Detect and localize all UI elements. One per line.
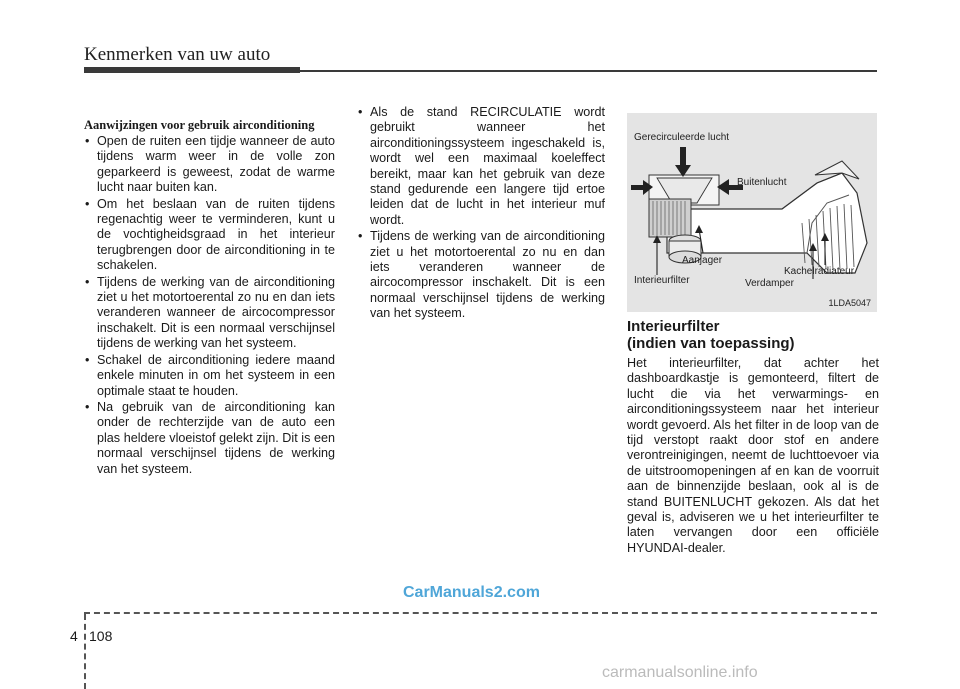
figure-label-evaporator: Verdamper (745, 278, 794, 289)
footer-divider (84, 614, 86, 689)
page-header-title: Kenmerken van uw auto (84, 44, 271, 65)
cabin-filter-body: Het interieurfilter, dat achter het dashboardkastje is gemonteerd, filtert de lucht die via het verwarmings- en airconditioningssysteem naar het interieur wordt gevoerd. Als het filter in de loop van de tijd verstopt raakt door stof en andere verontreinigingen, neemt de luchttoevoer via de uitstroomopeningen af en kan de voorruit aan de binnenzijde beslaan, ook al is de stand BUITENLUCHT gekozen. Als dat het geval is, adviseren we u het interieurfilter te laten vervangen door een officiële HYUNDAI-dealer. (627, 356, 879, 555)
ac-tips-list-continued (357, 105, 605, 322)
cabin-filter-heading (627, 318, 879, 352)
page-number: 108 (89, 628, 113, 644)
bottom-watermark: carmanualsonline.info (602, 664, 758, 681)
figure-label-outside-air: Buitenlucht (737, 177, 787, 188)
ac-usage-subheading: Aanwijzingen voor gebruik airconditioning (84, 118, 315, 132)
chapter-number: 4 (70, 628, 78, 644)
footer-rule (84, 612, 877, 614)
cabin-filter-heading-line1: Interieurfilter (627, 318, 720, 335)
header-rule-thin (300, 70, 877, 72)
figure-code: 1LDA5047 (828, 298, 871, 308)
list-item: • Na gebruik van de airconditioning kan onder de rechterzijde van de auto een plas heldere vloeistof gelekt zijn. Dit is een normaal verschijnsel tijdens de werking van het systeem. (84, 400, 335, 477)
list-item: • Als de stand RECIRCULATIE wordt gebruikt wanneer het airconditioningssysteem ingeschakeld is, wordt wel een maximaal koeleffect bereikt, maar kan het gebruik van deze stand gedurende een langere tijd ertoe leiden dat de lucht in het interieur muf wordt. (357, 105, 605, 228)
cabin-filter-heading-line2: (indien van toepassing) (627, 335, 795, 352)
list-item: • Tijdens de werking van de airconditioning ziet u het motortoerental zo nu en dan iets veranderen wanneer de aircocompressor inschakelt. Dit is een normaal verschijnsel tijdens de werking van het systeem. (357, 229, 605, 321)
list-item: • Schakel de airconditioning iedere maand enkele minuten in om het systeem in een optimale staat te houden. (84, 353, 335, 399)
figure-label-recirculated-air: Gerecirculeerde lucht (634, 132, 730, 143)
list-item: • Tijdens de werking van de airconditioning ziet u het motortoerental zo nu en dan iets veranderen wanneer de aircocompressor inschakelt. Dit is een normaal verschijnsel tijdens de werking van het systeem. (84, 275, 335, 352)
figure-label-cabin-filter: Interieurfilter (634, 275, 690, 286)
column-left (84, 118, 335, 478)
column-middle (357, 103, 605, 323)
hvac-airflow-figure (627, 113, 877, 312)
figure-label-heater-core: Kachelradiateur (784, 266, 855, 277)
list-item: • Open de ruiten een tijdje wanneer de auto tijdens warm weer in de volle zon geparkeerd is geweest, zodat de warme lucht naar buiten kan. (84, 134, 335, 196)
watermark-link[interactable]: CarManuals2.com (403, 584, 540, 601)
list-item: • Om het beslaan van de ruiten tijdens regenachtig weer te verminderen, kunt u de vochtigheidsgraad in het interieur terugbrengen door de airconditioning in te schakelen. (84, 197, 335, 274)
column-right (627, 318, 879, 556)
ac-tips-list (84, 134, 335, 477)
header-rule-thick (84, 67, 300, 73)
figure-label-blower: Aanjager (682, 255, 723, 266)
